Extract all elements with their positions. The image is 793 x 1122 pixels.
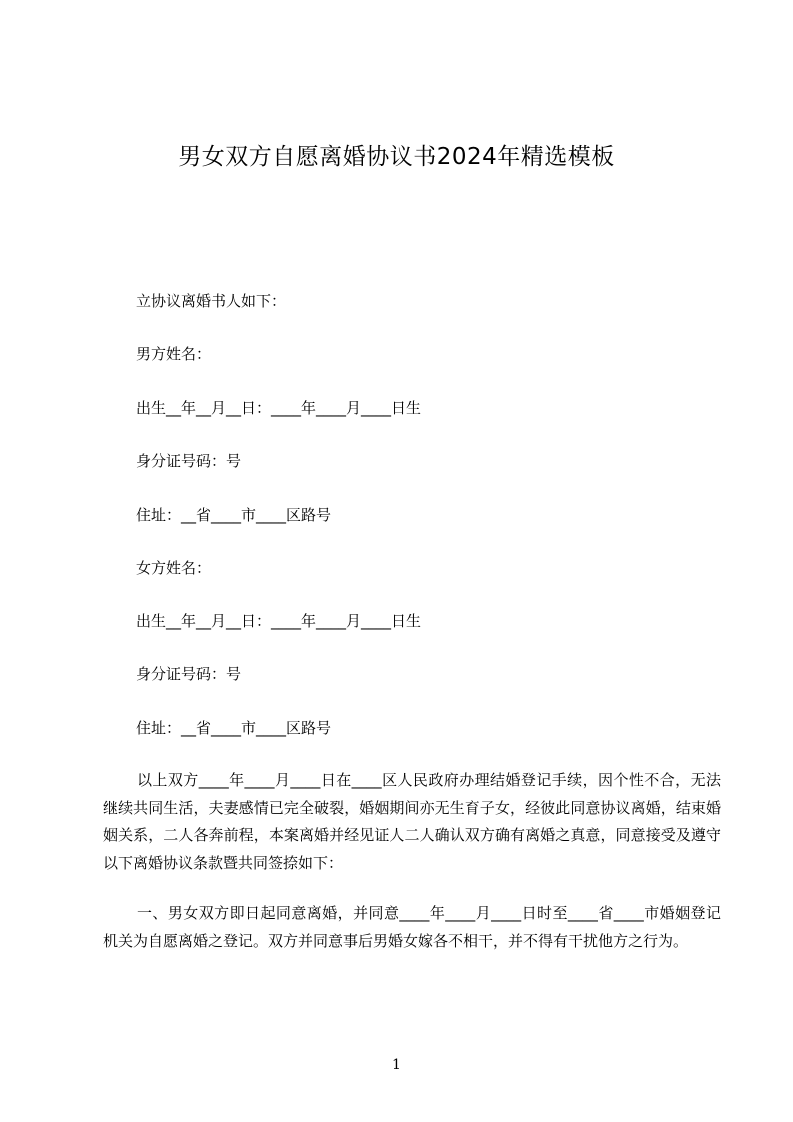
page-number: 1 <box>392 1057 401 1073</box>
document-title: 男女双方自愿离婚协议书2024年精选模板 <box>178 144 615 170</box>
clause-one-paragraph: 一、男女双方即日起同意离婚，并同意____年____月____日时至____省____市婚姻登记机关为自愿离婚之登记。双方并同意事后男婚女嫁各不相干，并不得有干扰他方之行为。 <box>103 904 721 950</box>
female-name-label: 女方姓名： <box>136 559 212 577</box>
female-address-line: 住址：__省____市____区路号 <box>136 719 332 737</box>
female-id-number-line: 身分证号码：号 <box>136 665 242 683</box>
female-birth-line: 出生__年__月__日：____年____月____日生 <box>136 612 422 630</box>
male-address-line: 住址：__省____市____区路号 <box>136 506 332 524</box>
male-id-number-line: 身分证号码：号 <box>136 452 242 470</box>
intro-line: 立协议离婚书人如下： <box>136 292 287 310</box>
marriage-statement-paragraph: 以上双方____年____月____日在____区人民政府办理结婚登记手续，因个性不合，无法继续共同生活，夫妻感情已完全破裂，婚姻期间亦无生育子女，经彼此同意协议离婚，结束婚姻关系，二人各奔前程，本案离婚并经见证人二人确认双方确有离婚之真意，同意接受及遵守以下离婚协议条款暨共同签捺如下： <box>103 771 721 872</box>
male-birth-line: 出生__年__月__日：____年____月____日生 <box>136 399 422 417</box>
male-name-label: 男方姓名： <box>136 345 212 363</box>
